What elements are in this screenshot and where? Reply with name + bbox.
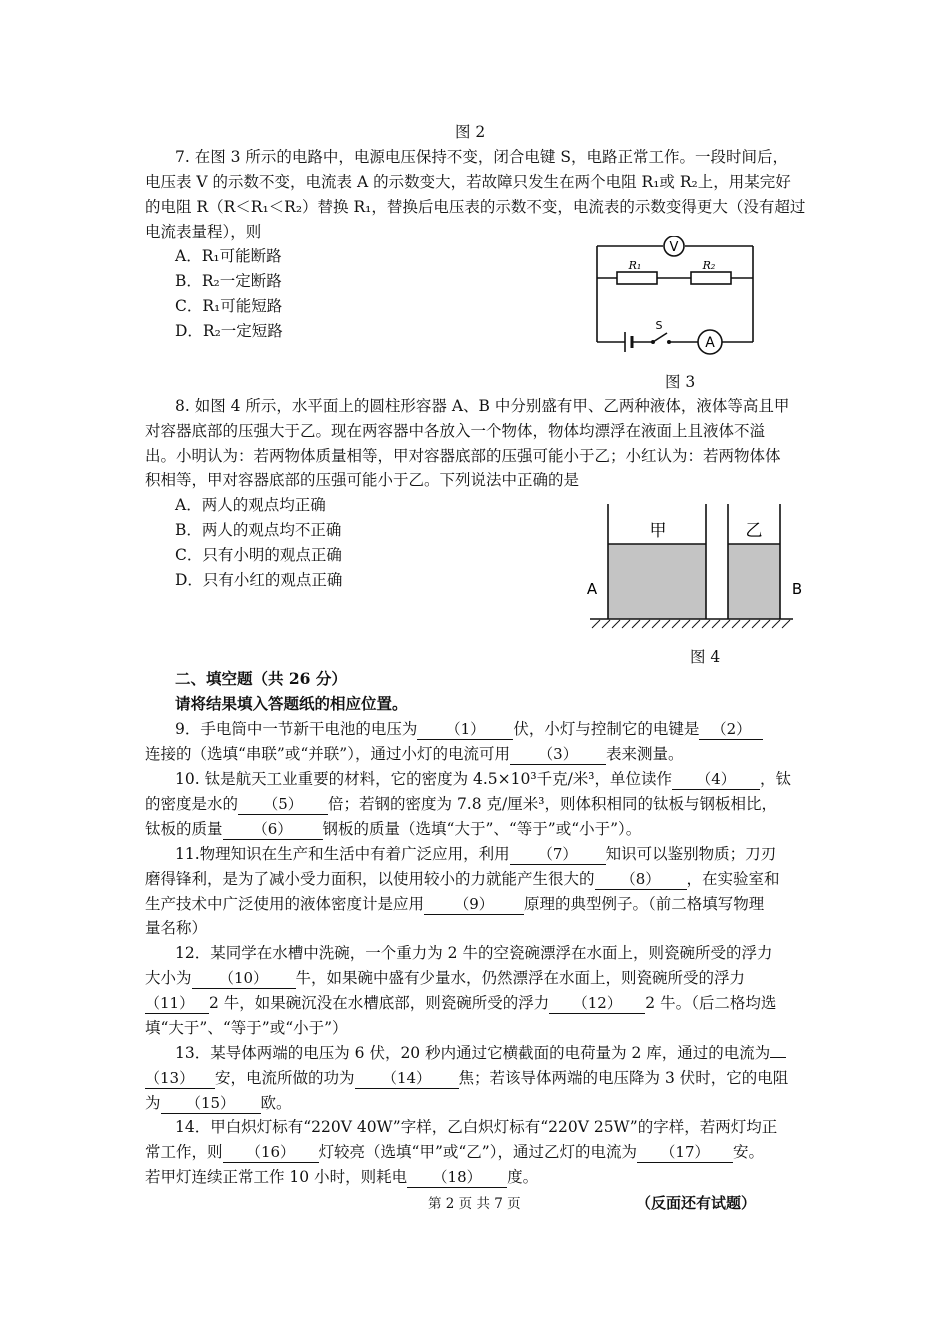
blank-6[interactable]: （6） <box>223 820 323 840</box>
q12-line-4: 填“大于”、“等于”或“小于”） <box>145 1019 348 1037</box>
liquid-yi-label: 乙 <box>745 521 763 541</box>
q8-option-d: D．只有小红的观点正确 <box>175 571 343 589</box>
blank-7[interactable]: （7） <box>510 845 606 865</box>
q11-line-3 <box>145 893 764 915</box>
q11-text: 生产技术中广泛使用的液体密度计是应用 <box>145 895 425 913</box>
blank-18[interactable]: （18） <box>407 1168 507 1188</box>
q14-text: 常工作，则 <box>145 1143 223 1161</box>
blank-1[interactable]: （1） <box>417 720 513 740</box>
q11-text: 知识可以鉴别物质；刀刃 <box>605 845 777 863</box>
resistor-r1 <box>617 272 657 284</box>
q10-text: 倍；若钢的密度为 7.8 克/厘米³，则体积相同的钛板与钢板相比， <box>328 795 777 813</box>
blank-4[interactable]: （4） <box>672 770 760 790</box>
section-2-title: 二、填空题（共 26 分） <box>175 669 347 688</box>
figure-3-circuit <box>585 236 765 360</box>
blank-17[interactable]: （17） <box>637 1143 733 1163</box>
q10-line-1 <box>175 768 791 790</box>
q7-option-b: B．R₂一定断路 <box>175 272 282 290</box>
q12-text: 大小为 <box>145 969 192 987</box>
container-a-label: A <box>586 580 598 598</box>
q14-text: 灯较亮（选填“甲”或“乙”），通过乙灯的电流为 <box>318 1143 637 1161</box>
blank-11[interactable]: （11） <box>145 994 209 1014</box>
q9-line-1 <box>175 718 763 740</box>
container-b-label: B <box>791 580 803 598</box>
q11-line-4: 量名称） <box>145 919 208 937</box>
q10-text: ，钛 <box>760 770 792 788</box>
q7-line-1: 7. 在图 3 所示的电路中，电源电压保持不变，闭合电键 S，电路正常工作。一段时间后， <box>175 148 788 166</box>
q7-line-4: 电流表量程），则 <box>145 223 262 241</box>
q13-text: 为 <box>145 1094 161 1112</box>
q14-line-2 <box>145 1141 764 1163</box>
blank-14[interactable]: （14） <box>355 1069 459 1089</box>
q11-text: ，在实验室和 <box>686 870 780 888</box>
blank-2[interactable]: （2） <box>699 720 763 740</box>
switch-lever <box>653 333 667 342</box>
ammeter-label: A <box>705 335 715 351</box>
figure-3-caption: 图 3 <box>665 373 696 391</box>
section-2-instruction: 请将结果填入答题纸的相应位置。 <box>175 694 408 713</box>
switch-label: S <box>655 319 663 332</box>
q13-line-1 <box>175 1042 786 1064</box>
q13-text: 安，电流所做的功为 <box>215 1069 355 1087</box>
q13-text: 欧。 <box>260 1094 292 1112</box>
q11-text: 磨得锋利，是为了减小受力面积，以使用较小的力就能产生很大的 <box>145 870 595 888</box>
q13-line-2 <box>145 1067 788 1089</box>
figure-2-caption: 图 2 <box>455 123 486 141</box>
blank-16[interactable]: （16） <box>223 1143 319 1163</box>
q14-line-1: 14．甲白炽灯标有“220V 40W”字样，乙白炽灯标有“220V 25W”的字样，若两灯均正 <box>175 1118 778 1136</box>
resistor-r2 <box>691 272 731 284</box>
q8-line-3: 出。小明认为：若两物体质量相等，甲对容器底部的压强可能小于乙；小红认为：若两物体体 <box>145 447 781 465</box>
r1-label: R₁ <box>628 259 642 272</box>
q7-line-3: 的电阻 R（R＜R₁＜R₂）替换 R₁，替换后电压表的示数不变，电流表的示数变得更大（没有超过 <box>145 198 806 216</box>
q7-option-d: D．R₂一定短路 <box>175 322 283 340</box>
q7-option-c: C．R₁可能短路 <box>175 297 283 315</box>
q11-line-1 <box>175 843 776 865</box>
q10-text: 钛板的质量 <box>145 820 223 838</box>
blank-3[interactable]: （3） <box>510 745 606 765</box>
liquid-yi <box>728 544 780 619</box>
q9-text: 表来测量。 <box>605 745 684 763</box>
q12-line-2 <box>145 967 745 989</box>
q10-text: 的密度是水的 <box>145 795 239 813</box>
blank-10[interactable]: （10） <box>192 969 296 989</box>
q14-text: 安。 <box>732 1143 764 1161</box>
page-number: 第 2 页 共 7 页 <box>428 1196 521 1212</box>
q13-line-3 <box>145 1092 292 1114</box>
q11-text: 原理的典型例子。（前二格填写物理 <box>524 895 765 913</box>
blank-13-lead <box>770 1057 786 1058</box>
q7-option-a: A．R₁可能断路 <box>175 247 282 265</box>
reverse-side-note: （反面还有试题） <box>636 1194 757 1212</box>
liquid-jia-label: 甲 <box>649 521 667 541</box>
liquid-jia <box>608 544 706 619</box>
figure-4-caption: 图 4 <box>690 648 721 666</box>
blank-12[interactable]: （12） <box>549 994 645 1014</box>
q12-text: 2 牛。（后二格均选 <box>645 994 777 1012</box>
q10-line-2 <box>145 793 777 815</box>
blank-5[interactable]: （5） <box>238 795 328 815</box>
voltmeter-label: V <box>669 240 679 255</box>
q12-text: 牛，如果碗中盛有少量水，仍然漂浮在水面上，则瓷碗所受的浮力 <box>295 969 746 987</box>
blank-15[interactable]: （15） <box>161 1094 261 1114</box>
q14-text: 度。 <box>507 1168 539 1186</box>
q8-option-b: B．两人的观点均不正确 <box>175 521 342 539</box>
q12-line-1: 12．某同学在水槽中洗碗，一个重力为 2 牛的空瓷碗漂浮在水面上，则瓷碗所受的浮力 <box>175 944 773 962</box>
q10-text: 10. 钛是航天工业重要的材料，它的密度为 4.5×10³千克/米³，单位读作 <box>175 770 673 788</box>
q14-text: 若甲灯连续正常工作 10 小时，则耗电 <box>145 1168 408 1186</box>
q9-text: 9．手电筒中一节新干电池的电压为 <box>175 720 418 738</box>
q8-option-c: C．只有小明的观点正确 <box>175 546 342 564</box>
q10-text: 钢板的质量（选填“大于”、“等于”或“小于”）。 <box>322 820 642 838</box>
blank-13[interactable]: （13） <box>145 1069 215 1089</box>
q14-line-3 <box>145 1166 538 1188</box>
q12-line-3 <box>145 992 776 1014</box>
q8-option-a: A．两人的观点均正确 <box>175 496 326 514</box>
q11-line-2 <box>145 868 780 890</box>
q7-line-2: 电压表 V 的示数不变，电流表 A 的示数变大，若故障只发生在两个电阻 R₁或 R₂上，用某完好 <box>145 173 791 191</box>
q9-text: 伏，小灯与控制它的电键是 <box>513 720 700 738</box>
q10-line-3 <box>145 818 641 840</box>
ground-hatching <box>592 620 790 628</box>
q13-text: 焦；若该导体两端的电压降为 3 伏时，它的电阻 <box>458 1069 789 1087</box>
figure-4-containers <box>578 498 808 636</box>
q9-line-2 <box>145 743 683 765</box>
q8-line-2: 对容器底部的压强大于乙。现在两容器中各放入一个物体，物体均漂浮在液面上且液体不溢 <box>145 422 766 440</box>
q9-text: 连接的（选填“串联”或“并联”），通过小灯的电流可用 <box>145 745 510 763</box>
blank-9[interactable]: （9） <box>424 895 524 915</box>
blank-8[interactable]: （8） <box>595 870 687 890</box>
q12-text: 2 牛，如果碗沉没在水槽底部，则瓷碗所受的浮力 <box>209 994 550 1012</box>
q8-line-4: 积相等，甲对容器底部的压强可能小于乙。下列说法中正确的是 <box>145 471 580 489</box>
q11-text: 11.物理知识在生产和生活中有着广泛应用，利用 <box>175 845 510 863</box>
q13-text: 13．某导体两端的电压为 6 伏，20 秒内通过它横截面的电荷量为 2 库，通过的电流为 <box>175 1044 771 1062</box>
r2-label: R₂ <box>702 259 716 272</box>
q8-line-1: 8. 如图 4 所示，水平面上的圆柱形容器 A、B 中分别盛有甲、乙两种液体，液体等高且甲 <box>175 397 790 415</box>
